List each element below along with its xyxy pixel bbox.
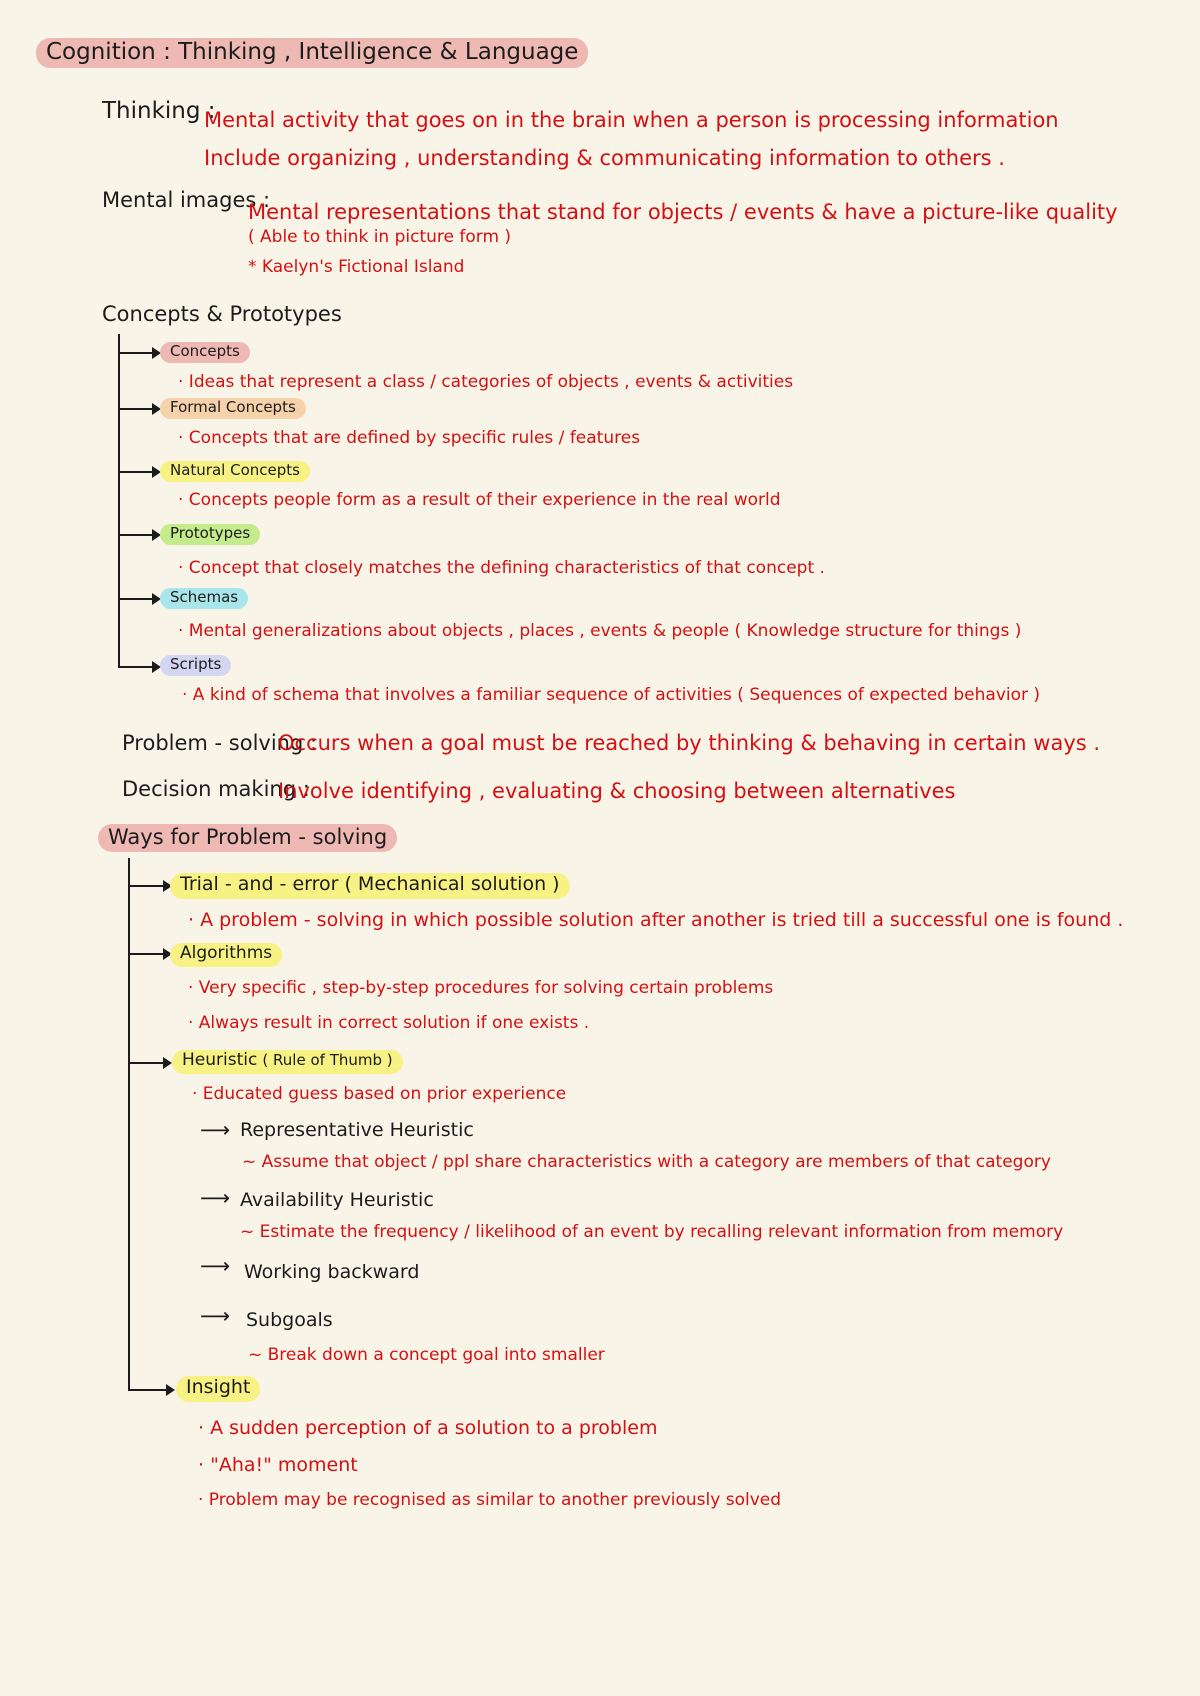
tree-branch <box>128 1389 166 1391</box>
tree-branch <box>118 352 152 354</box>
concept-desc-concepts: · Ideas that represent a class / categories of objects , events & activities <box>178 372 794 392</box>
problem-solving-definition: Occurs when a goal must be reached by thinking & behaving in certain ways . <box>278 731 1101 755</box>
tree-branch <box>128 953 163 955</box>
thinking-definition: Mental activity that goes on in the brain when a person is processing information <box>204 108 1059 132</box>
trial-desc: · A problem - solving in which possible solution after another is tried till a successful one is found . <box>188 909 1124 931</box>
concept-desc-natural: · Concepts people form as a result of their experience in the real world <box>178 490 781 510</box>
arrow-right-icon: ⟶ <box>200 1118 231 1142</box>
arrow-right-icon: ⟶ <box>200 1186 231 1210</box>
decision-making-definition: Involve identifying , evaluating & choosing between alternatives <box>278 779 956 803</box>
tree-branch <box>128 1062 163 1064</box>
heuristic-label: Heuristic <box>182 1050 258 1070</box>
concept-desc-schemas: · Mental generalizations about objects , places , events & people ( Knowledge structure for things ) <box>178 621 1022 641</box>
thinking-term: Thinking : <box>102 98 216 124</box>
heuristic-subtitle: ( Rule of Thumb ) <box>262 1051 393 1069</box>
concept-item-natural: Natural Concepts <box>160 461 310 482</box>
tree-branch <box>118 534 152 536</box>
heuristic-subgoals-desc: ~ Break down a concept goal into smaller <box>248 1345 605 1365</box>
concept-item-prototypes: Prototypes <box>160 524 260 545</box>
problem-solving-term: Problem - solving : <box>122 731 318 755</box>
heuristic-representative: Representative Heuristic <box>240 1119 474 1141</box>
heuristic-availability-desc: ~ Estimate the frequency / likelihood of an event by recalling relevant information from memory <box>240 1222 1064 1242</box>
arrow-right-icon <box>163 1057 172 1069</box>
insight-desc-2: · "Aha!" moment <box>198 1454 358 1476</box>
mental-images-term: Mental images : <box>102 188 271 212</box>
algorithms-desc-1: · Very specific , step-by-step procedures for solving certain problems <box>188 978 774 998</box>
thinking-detail: Include organizing , understanding & communicating information to others . <box>204 146 1005 170</box>
decision-making-term: Decision making : <box>122 777 310 801</box>
mental-images-example: * Kaelyn's Fictional Island <box>248 257 465 277</box>
concept-desc-prototypes: · Concept that closely matches the defining characteristics of that concept . <box>178 558 825 578</box>
way-heuristic <box>172 1050 403 1074</box>
concept-desc-formal: · Concepts that are defined by specific rules / features <box>178 428 641 448</box>
way-insight: Insight <box>176 1376 260 1402</box>
insight-desc-1: · A sudden perception of a solution to a problem <box>198 1417 658 1439</box>
mental-images-definition: Mental representations that stand for objects / events & have a picture-like quality <box>248 200 1118 224</box>
tree-branch <box>128 885 163 887</box>
concepts-tree-line <box>118 334 120 667</box>
ways-heading: Ways for Problem - solving <box>98 824 397 852</box>
arrow-right-icon: ⟶ <box>200 1304 231 1328</box>
arrow-right-icon: ⟶ <box>200 1254 231 1278</box>
tree-branch <box>118 598 152 600</box>
concept-item-concepts: Concepts <box>160 342 250 363</box>
concept-item-formal: Formal Concepts <box>160 398 306 419</box>
concepts-heading: Concepts & Prototypes <box>102 302 342 326</box>
heuristic-desc: · Educated guess based on prior experience <box>192 1084 567 1104</box>
concept-desc-scripts: · A kind of schema that involves a familiar sequence of activities ( Sequences of expected behavior ) <box>182 685 1041 705</box>
algorithms-desc-2: · Always result in correct solution if one exists . <box>188 1013 590 1033</box>
concept-item-schemas: Schemas <box>160 588 248 609</box>
heuristic-representative-desc: ~ Assume that object / ppl share characteristics with a category are members of that category <box>242 1152 1051 1172</box>
tree-branch <box>118 471 152 473</box>
page-title: Cognition : Thinking , Intelligence & Language <box>36 38 588 68</box>
tree-branch <box>118 666 152 668</box>
heuristic-working-backward: Working backward <box>244 1261 420 1283</box>
way-algorithms: Algorithms <box>170 943 282 967</box>
heuristic-subgoals: Subgoals <box>246 1309 333 1331</box>
tree-branch <box>118 408 152 410</box>
way-trial-and-error: Trial - and - error ( Mechanical solution ) <box>170 873 570 899</box>
insight-desc-3: · Problem may be recognised as similar to another previously solved <box>198 1490 782 1510</box>
concept-item-scripts: Scripts <box>160 655 231 676</box>
heuristic-availability: Availability Heuristic <box>240 1189 434 1211</box>
ways-tree-line <box>128 858 130 1390</box>
mental-images-note: ( Able to think in picture form ) <box>248 227 512 247</box>
arrow-right-icon <box>166 1384 175 1396</box>
